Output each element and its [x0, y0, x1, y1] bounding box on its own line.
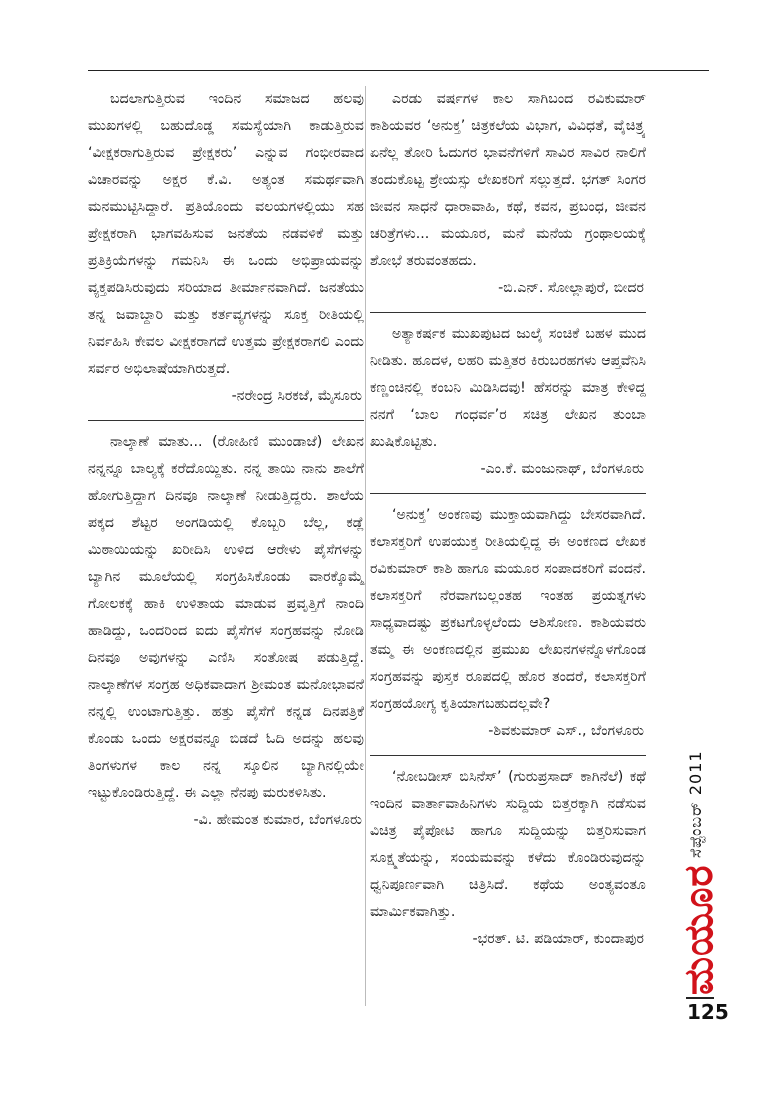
letter: [88, 86, 364, 410]
letter-separator: [88, 420, 364, 421]
page-number-rule: [686, 997, 714, 999]
letter-separator: [370, 312, 646, 313]
right-column: [370, 86, 646, 953]
issue-date: ಸೆಪ್ಟೆಂಬರ್ 2011: [686, 750, 705, 858]
letter-signature: -ನರೇಂದ್ರ ಸಿರಕಜೆ, ಮೈಸೂರು: [231, 388, 362, 404]
magazine-logo: ಮಯೂರ: [676, 864, 722, 995]
letter: [370, 321, 646, 483]
letter: [370, 86, 646, 302]
letter-separator: [370, 493, 646, 494]
letter-body: ಅತ್ಯಾಕರ್ಷಕ ಮುಖಪುಟದ ಜುಲೈ ಸಂಚಿಕೆ ಬಹಳ ಮುದ ನೀಡಿತು. ಹೂದಳ, ಲಹರಿ ಮತ್ತಿತರ ಕಿರುಬರಹಗಳು ಆಪ್ತವೆನಿಸಿ ಕಣ್ಣಂಚಿನಲ್ಲಿ ಕಂಬನಿ ಮಿಡಿಸಿದವು! ಹೆಸರನ್ನು ಮಾತ್ರ ಕೇಳಿದ್ದ ನನಗೆ ‘ಬಾಲ ಗಂಧರ್ವ’ರ ಸಚಿತ್ರ ಲೇಖನ ತುಂಬಾ ಖುಷಿಕೊಟ್ಟಿತು.: [370, 326, 646, 450]
letter: [88, 429, 364, 834]
letter-signature: -ಶಿವಕುಮಾರ್ ಎಸ್., ಬೆಂಗಳೂರು: [488, 723, 644, 739]
letter-signature: -ಎಂ.ಕೆ. ಮಂಜುನಾಥ್, ಬೆಂಗಳೂರು: [480, 461, 644, 477]
letter-signature: -ವಿ. ಹೇಮಂತ ಕುಮಾರ, ಬೆಂಗಳೂರು: [193, 812, 362, 828]
letter-body: ‘ಅನುಕ್ತ’ ಅಂಕಣವು ಮುಕ್ತಾಯವಾಗಿದ್ದು ಬೇಸರವಾಗಿದೆ. ಕಲಾಸಕ್ತರಿಗೆ ಉಪಯುಕ್ತ ರೀತಿಯಲ್ಲಿದ್ದ ಈ ಅಂಕಣದ ಲೇಖಕ ರವಿಕುಮಾರ್ ಕಾಶಿ ಹಾಗೂ ಮಯೂರ ಸಂಪಾದಕರಿಗೆ ವಂದನೆ. ಕಲಾಸಕ್ತರಿಗೆ ನೆರವಾಗಬಲ್ಲಂತಹ ಇಂತಹ ಪ್ರಯತ್ನಗಳು ಸಾಧ್ಯವಾದಷ್ಟು ಪ್ರಕಟಗೊಳ್ಳಲೆಂದು ಆಶಿಸೋಣ. ಕಾಶಿಯವರು ತಮ್ಮ ಈ ಅಂಕಣದಲ್ಲಿನ ಪ್ರಮುಖ ಲೇಖನಗಳನ್ನೊಳಗೊಂಡ ಸಂಗ್ರಹವನ್ನು ಪುಸ್ತಕ ರೂಪದಲ್ಲಿ ಹೊರ ತಂದರೆ, ಕಲಾಸಕ್ತರಿಗೆ ಸಂಗ್ರಹಯೋಗ್ಯ ಕೃತಿಯಾಗಬಹುದಲ್ಲವೇ?: [370, 507, 646, 712]
letter: [370, 502, 646, 745]
top-rule: [88, 70, 709, 71]
letter-separator: [370, 755, 646, 756]
letter-body: ‘ನೋಬಡೀಸ್ ಬಿಸಿನೆಸ್’ (ಗುರುಪ್ರಸಾದ್ ಕಾಗಿನೆಲೆ) ಕಥೆ ಇಂದಿನ ವಾರ್ತಾವಾಹಿನಿಗಳು ಸುದ್ದಿಯ ಬಿತ್ತರಕ್ಕಾಗಿ ನಡೆಸುವ ವಿಚಿತ್ರ ಪೈಪೋಟಿ ಹಾಗೂ ಸುದ್ದಿಯನ್ನು ಬಿತ್ತರಿಸುವಾಗ ಸೂಕ್ಷ್ಮತೆಯನ್ನು, ಸಂಯಮವನ್ನು ಕಳೆದು ಕೊಂಡಿರುವುದನ್ನು ಧ್ವನಿಪೂರ್ಣವಾಗಿ ಚಿತ್ರಿಸಿದೆ. ಕಥೆಯ ಅಂತ್ಯವಂತೂ ಮಾರ್ಮಿಕವಾಗಿತ್ತು.: [370, 769, 646, 920]
letter-signature: -ಭರತ್. ಟಿ. ಪಡಿಯಾರ್, ಕುಂದಾಪುರ: [472, 931, 644, 947]
letter-body: ಬದಲಾಗುತ್ತಿರುವ ಇಂದಿನ ಸಮಾಜದ ಹಲವು ಮುಖಗಳಲ್ಲಿ ಬಹುದೊಡ್ಡ ಸಮಸ್ಯೆಯಾಗಿ ಕಾಡುತ್ತಿರುವ ‘ವೀಕ್ಷಕರಾಗುತ್ತಿರುವ ಪ್ರೇಕ್ಷಕರು’ ಎನ್ನುವ ಗಂಭೀರವಾದ ವಿಚಾರವನ್ನು ಅಕ್ಷರ ಕೆ.ವಿ. ಅತ್ಯಂತ ಸಮರ್ಥವಾಗಿ ಮನಮುಟ್ಟಿಸಿದ್ದಾರೆ. ಪ್ರತಿಯೊಂದು ವಲಯಗಳಲ್ಲಿಯು ಸಹ ಪ್ರೇಕ್ಷಕರಾಗಿ ಭಾಗವಹಿಸುವ ಜನತೆಯ ನಡವಳಿಕೆ ಮತ್ತು ಪ್ರತಿಕ್ರಿಯೆಗಳನ್ನು ಗಮನಿಸಿ ಈ ಒಂದು ಅಭಿಪ್ರಾಯವನ್ನು ವ್ಯಕ್ತಪಡಿಸಿರುವುದು ಸರಿಯಾದ ತೀರ್ಮಾನವಾಗಿದೆ. ಜನತೆಯು ತನ್ನ ಜವಾಬ್ದಾರಿ ಮತ್ತು ಕರ್ತವ್ಯಗಳನ್ನು ಸೂಕ್ತ ರೀತಿಯಲ್ಲಿ ನಿರ್ವಹಿಸಿ ಕೇವಲ ವೀಕ್ಷಕರಾಗದೆ ಉತ್ತಮ ಪ್ರೇಕ್ಷಕರಾಗಲಿ ಎಂದು ಸರ್ವರ ಅಭಿಲಾಷೆಯಾಗಿರುತ್ತದೆ.: [88, 91, 364, 377]
letter: [370, 764, 646, 953]
letter-body: ನಾಲ್ಕಾಣೆ ಮಾತು... (ರೋಹಿಣಿ ಮುಂಡಾಜೆ) ಲೇಖನ ನನ್ನನ್ನೂ ಬಾಲ್ಯಕ್ಕೆ ಕರೆದೊಯ್ದಿತು. ನನ್ನ ತಾಯಿ ನಾನು ಶಾಲೆಗೆ ಹೋಗುತ್ತಿದ್ದಾಗ ದಿನವೂ ನಾಲ್ಕಾಣೆ ನೀಡುತ್ತಿದ್ದರು. ಶಾಲೆಯ ಪಕ್ಕದ ಶೆಟ್ಟರ ಅಂಗಡಿಯಲ್ಲಿ ಕೊಬ್ಬರಿ ಬೆಲ್ಲ, ಕಡ್ಲೆ ಮಿಠಾಯಿಯನ್ನು ಖರೀದಿಸಿ ಉಳಿದ ಆರೇಳು ಪೈಸೆಗಳನ್ನು ಬ್ಯಾಗಿನ ಮೂಲೆಯಲ್ಲಿ ಸಂಗ್ರಹಿಸಿಕೊಂಡು ವಾರಕ್ಕೊಮ್ಮೆ ಗೋಲಕಕ್ಕೆ ಹಾಕಿ ಉಳಿತಾಯ ಮಾಡುವ ಪ್ರವೃತ್ತಿಗೆ ನಾಂದಿ ಹಾಡಿದ್ದು, ಒಂದರಿಂದ ಐದು ಪೈಸೆಗಳ ಸಂಗ್ರಹವನ್ನು ನೋಡಿ ದಿನವೂ ಅವುಗಳನ್ನು ಎಣಿಸಿ ಸಂತೋಷ ಪಡುತ್ತಿದ್ದೆ. ನಾಲ್ಕಾಣೆಗಳ ಸಂಗ್ರಹ ಅಧಿಕವಾದಾಗ ಶ್ರೀಮಂತ ಮನೋಭಾವನೆ ನನ್ನಲ್ಲಿ ಉಂಟಾಗುತ್ತಿತ್ತು. ಹತ್ತು ಪೈಸೆಗೆ ಕನ್ನಡ ದಿನಪತ್ರಿಕೆ ಕೊಂಡು ಒಂದು ಅಕ್ಷರವನ್ನೂ ಬಿಡದೆ ಓದಿ ಅದನ್ನು ಹಲವು ತಿಂಗಳುಗಳ ಕಾಲ ನನ್ನ ಸ್ಕೂಲಿನ ಬ್ಯಾಗಿನಲ್ಲಿಯೇ ಇಟ್ಟುಕೊಂಡಿರುತ್ತಿದ್ದೆ. ಈ ಎಲ್ಲಾ ನೆನಪು ಮರುಕಳಿಸಿತು.: [88, 434, 364, 801]
left-column: [88, 86, 364, 834]
letter-body: ಎರಡು ವರ್ಷಗಳ ಕಾಲ ಸಾಗಿಬಂದ ರವಿಕುಮಾರ್ ಕಾಶಿಯವರ ‘ಅನುಕ್ತ’ ಚಿತ್ರಕಲೆಯ ವಿಭಾಗ, ವಿವಿಧತೆ, ವೈಚಿತ್ರ್ಯ ಏನೆಲ್ಲ ತೋರಿ ಓದುಗರ ಭಾವನೆಗಳಿಗೆ ಸಾವಿರ ಸಾವಿರ ನಾಲಿಗೆ ತಂದುಕೊಟ್ಟ ಶ್ರೇಯಸ್ಸು ಲೇಖಕರಿಗೆ ಸಲ್ಲುತ್ತದೆ. ಭಗತ್ ಸಿಂಗರ ಜೀವನ ಸಾಧನೆ ಧಾರಾವಾಹಿ, ಕಥೆ, ಕವನ, ಪ್ರಬಂಧ, ಜೀವನ ಚರಿತ್ರೆಗಳು... ಮಯೂರ, ಮನೆ ಮನೆಯ ಗ್ರಂಥಾಲಯಕ್ಕೆ ಶೋಭೆ ತರುವಂತಹದು.: [370, 91, 646, 269]
column-divider: [365, 86, 366, 1006]
page-number: 125: [687, 1000, 729, 1024]
letter-signature: -ಬಿ.ಎನ್. ಸೋಲ್ಲಾಪುರೆ, ಬೀದರ: [498, 280, 644, 296]
